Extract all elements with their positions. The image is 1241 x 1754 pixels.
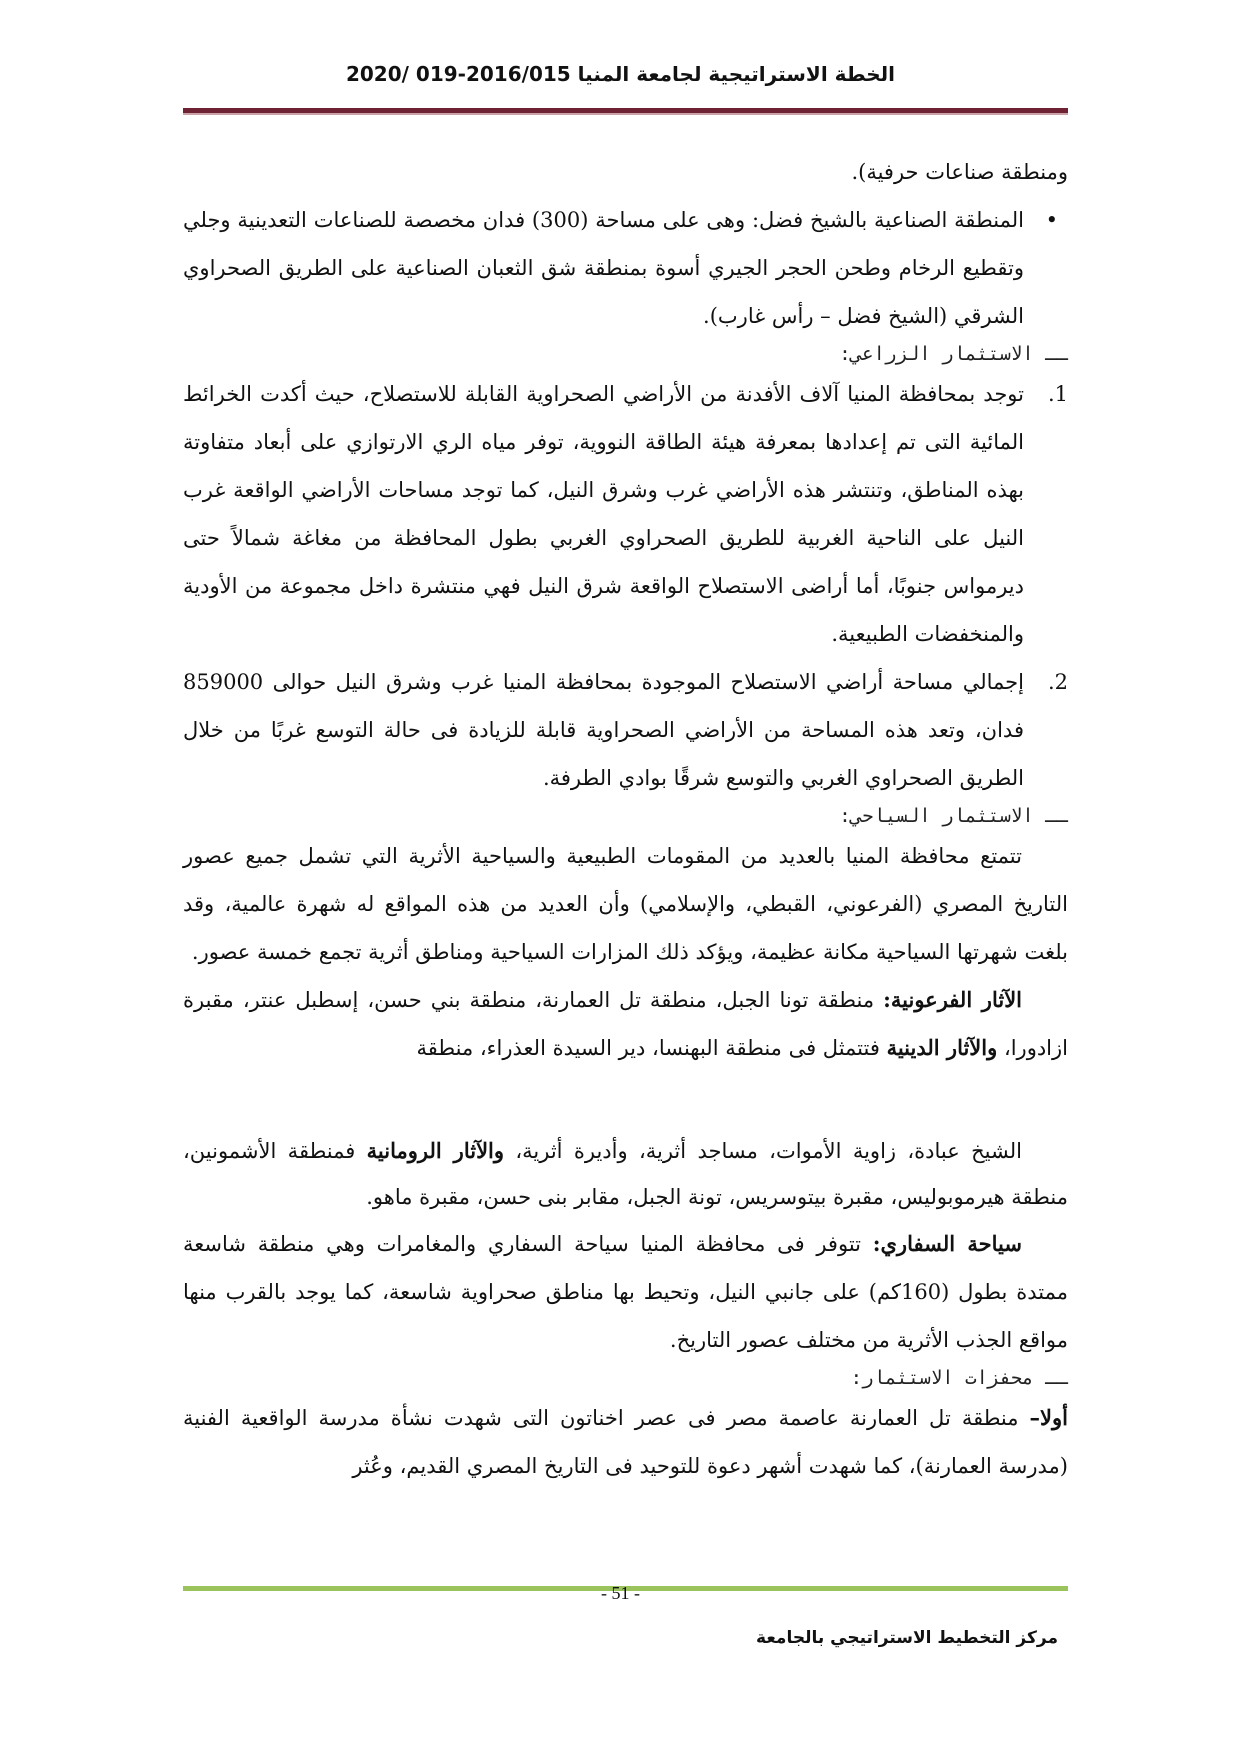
religious-label: والآثار الدينية [886,1035,998,1060]
tourism-paragraph: تتمتع محافظة المنيا بالعديد من المقومات الطبيعية والسياحية الأثرية التي تشمل جميع عصور التاريخ المصري (الفرعوني، القبطي، والإسلامي) وأن العديد من هذه المواقع له شهرة عالمية، وقد بلغت شهرتها السياحية مكانة عظيمة، ويؤكد ذلك المزارات السياحية ومناطق أثرية تجمع خمسة عصور. [183,844,1068,964]
heading-investment-incentives: ــ محفزات الاستثمار: [850,1367,1068,1389]
bullet-text: المنطقة الصناعية بالشيخ فضل: وهى على مساحة (300) فدان مخصصة للصناعات التعدينية وجلي وتقطيع الرخام وطحن الحجر الجيري أسوة بمنطقة شق الثعبان الصناعية على الطريق الصحراوي الشرقي (الشيخ فضل – رأس غارب). [183,208,1024,328]
first-label: أولا– [1029,1405,1068,1430]
page-header-title: الخطة الاستراتيجية لجامعة المنيا 2016/015-019 /2020 [345,62,896,86]
first-text: منطقة تل العمارنة عاصمة مصر فى عصر اخناتون التى شهدت نشأة مدرسة الواقعية الفنية (مدرسة العمارنة)، كما شهدت أشهر دعوة للتوحيد فى التاريخ المصري القديم، وعُثر [183,1406,1068,1478]
first-incentive-paragraph [183,1394,1068,1490]
heading-tourism-investment: ــ الاستثمار السياحي: [839,805,1068,827]
safari-label: سياحة السفاري: [872,1231,1022,1256]
document-body [183,148,1068,1490]
pharaonic-paragraph [183,976,1068,1072]
spacer [183,1072,1068,1128]
religious-text: فتتمثل فى منطقة البهنسا، دير السيدة العذراء، منطقة [416,1036,887,1060]
numbered-item-2 [183,658,1068,802]
safari-text: تتوفر فى محافظة المنيا سياحة السفاري والمغامرات وهي منطقة شاسعة ممتدة بطول (160كم) على جانبي النيل، وتحيط بها مناطق صحراوية شاسعة، كما يوجد بالقرب منها مواقع الجذب الأثرية من مختلف عصور التاريخ. [183,1232,1068,1352]
item-text: إجمالي مساحة أراضي الاستصلاح الموجودة بمحافظة المنيا غرب وشرق النيل حوالى 859000 فدان، وتعد هذه المساحة من الأراضي الصحراوية قابلة للزيادة فى حالة التوسع غربًا من خلال الطريق الصحراوي الغربي والتوسع شرقًا بوادي الطرفة. [183,670,1024,790]
footer-center-name: مركز التخطيط الاستراتيجي بالجامعة [756,1628,1058,1648]
continuation-text-1: الشيخ عبادة، زاوية الأموات، مساجد أثرية، وأديرة أثرية، [504,1139,1022,1163]
continuation-text-2: فمنطقة الأشمونين، منطقة هيرموبوليس، مقبرة بيتوسريس، تونة الجبل، مقابر بنى حسن، مقبرة ماهو. [183,1139,1068,1209]
header-divider [183,108,1068,115]
continuation-paragraph [183,1128,1068,1220]
numbered-item-1 [183,370,1068,658]
item-number: 2. [1047,670,1068,694]
pharaonic-text: منطقة تونا الجبل، منطقة تل العمارنة، منطقة بني حسن، إسطبل عنتر، مقبرة ازادورا، [183,988,1068,1060]
intro-tail-paragraph: ومنطقة صناعات حرفية). [851,160,1068,184]
bullet-marker: • [1045,208,1058,232]
item-text: توجد بمحافظة المنيا آلاف الأفدنة من الأراضي الصحراوية القابلة للاستصلاح، حيث أكدت الخرائط المائية التى تم إعدادها بمعرفة هيئة الطاقة النووية، توفر مياه الري الارتوازي على أبعاد متفاوتة بهذه المناطق، وتنتشر هذه الأراضي غرب وشرق النيل، كما توجد مساحات الأراضي الواقعة غرب النيل على الناحية الغربية للطريق الصحراوي الغربي بطول المحافظة من مغاغة شمالاً حتى ديرمواس جنوبًا، أما أراضى الاستصلاح الواقعة شرق النيل فهي منتشرة داخل مجموعة من الأودية والمنخفضات الطبيعية. [183,382,1024,646]
bullet-item-industrial-zone [183,196,1068,340]
pharaonic-label: الآثار الفرعونية: [883,987,1023,1012]
roman-label: والآثار الرومانية [366,1138,505,1163]
item-number: 1. [1047,382,1068,406]
safari-paragraph [183,1220,1068,1364]
page-number: - 51 - [601,1583,640,1603]
heading-agricultural-investment: ــ الاستثمار الزراعي: [839,343,1068,365]
